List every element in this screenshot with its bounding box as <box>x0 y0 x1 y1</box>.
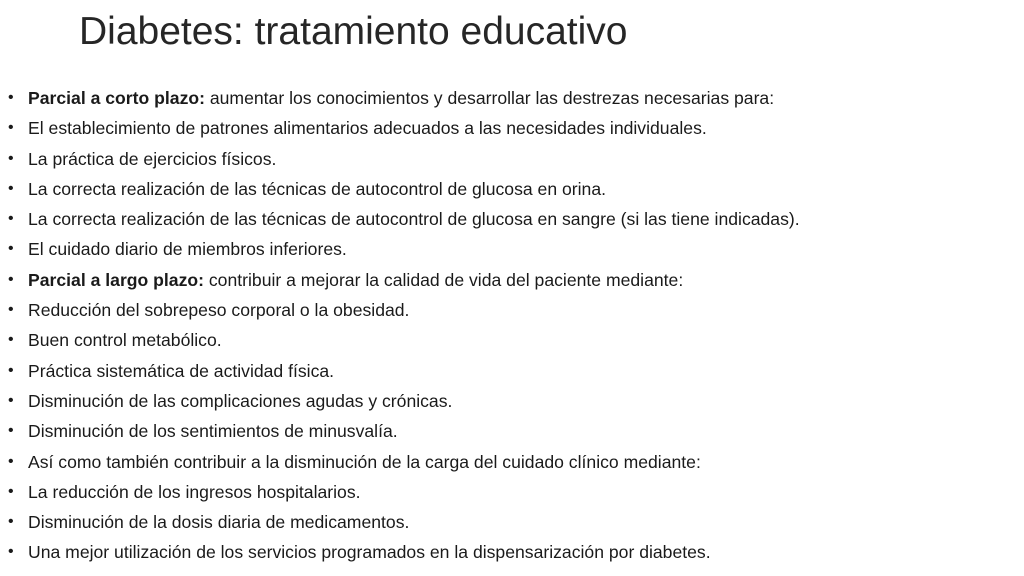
bullet-item <box>8 447 1018 477</box>
bullet-item <box>8 265 1018 295</box>
bullet-icon: • <box>8 301 14 319</box>
bullet-text: Buen control metabólico. <box>28 330 222 351</box>
bullet-lead: Parcial a corto plazo: <box>28 88 205 108</box>
bullet-item <box>8 416 1018 446</box>
bullet-item <box>8 234 1018 264</box>
bullet-item <box>8 204 1018 234</box>
bullet-item <box>8 83 1018 113</box>
bullet-text: aumentar los conocimientos y desarrollar las destrezas necesarias para: <box>204 88 775 108</box>
bullet-item <box>8 144 1018 174</box>
bullet-text: La reducción de los ingresos hospitalarios. <box>28 481 361 502</box>
bullet-icon: • <box>8 331 14 349</box>
bullet-icon: • <box>8 361 14 379</box>
bullet-icon: • <box>8 482 14 500</box>
bullet-icon: • <box>8 270 14 288</box>
bullet-icon: • <box>8 119 14 137</box>
bullet-icon: • <box>8 422 14 440</box>
bullet-icon: • <box>8 179 14 197</box>
bullet-icon: • <box>8 391 14 409</box>
bullet-icon: • <box>8 543 14 561</box>
bullet-text: La correcta realización de las técnicas de autocontrol de glucosa en orina. <box>28 178 607 199</box>
bullet-text: La práctica de ejercicios físicos. <box>28 148 277 169</box>
bullet-item <box>8 507 1018 537</box>
bullet-icon: • <box>8 513 14 531</box>
bullet-text: Una mejor utilización de los servicios programados en la dispensarización por diabetes. <box>28 542 711 563</box>
bullet-text: El cuidado diario de miembros inferiores. <box>28 239 347 260</box>
bullet-icon: • <box>8 149 14 167</box>
bullet-text: Disminución de los sentimientos de minusvalía. <box>28 421 398 442</box>
bullet-lead: Parcial a largo plazo: <box>28 269 204 290</box>
bullet-list <box>8 83 1018 568</box>
bullet-text: Disminución de la dosis diaria de medicamentos. <box>28 512 410 533</box>
bullet-item <box>8 295 1018 325</box>
bullet-item <box>8 477 1018 507</box>
bullet-text: El establecimiento de patrones alimentarios adecuados a las necesidades individuales. <box>28 118 707 139</box>
bullet-icon: • <box>8 452 14 470</box>
bullet-item <box>8 537 1018 567</box>
bullet-item <box>8 386 1018 416</box>
bullet-text: Disminución de las complicaciones agudas y crónicas. <box>28 390 453 411</box>
bullet-item <box>8 325 1018 355</box>
bullet-text: Reducción del sobrepeso corporal o la obesidad. <box>28 300 410 321</box>
bullet-item <box>8 113 1018 143</box>
bullet-item <box>8 174 1018 204</box>
bullet-icon: • <box>8 89 14 106</box>
bullet-text: Así como también contribuir a la disminución de la carga del cuidado clínico mediante: <box>28 451 701 472</box>
bullet-icon: • <box>8 240 14 258</box>
slide-title: Diabetes: tratamiento educativo <box>79 10 628 53</box>
bullet-icon: • <box>8 210 14 228</box>
bullet-text: contribuir a mejorar la calidad de vida del paciente mediante: <box>204 269 684 290</box>
bullet-text: La correcta realización de las técnicas de autocontrol de glucosa en sangre (si las tiene indicadas). <box>28 209 800 230</box>
bullet-text: Práctica sistemática de actividad física. <box>28 360 335 381</box>
bullet-item <box>8 356 1018 386</box>
